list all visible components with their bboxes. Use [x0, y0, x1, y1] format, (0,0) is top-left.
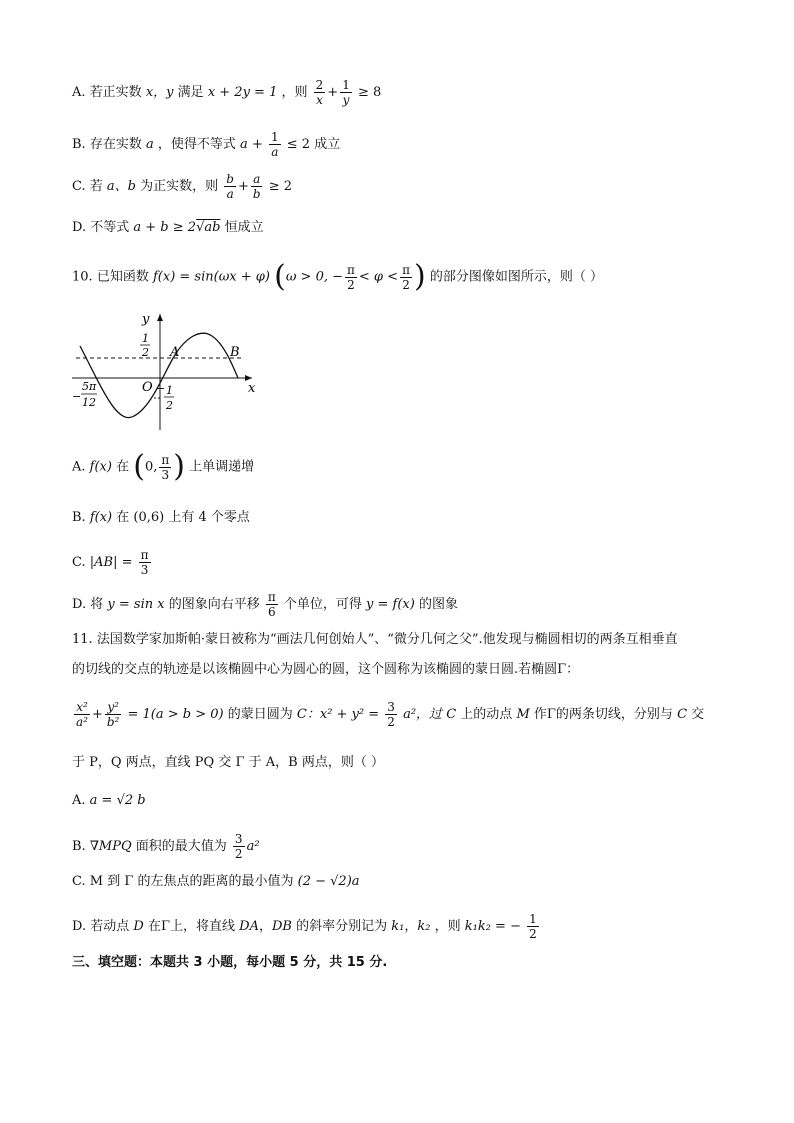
math: x + 2y = 1: [207, 85, 278, 100]
option-b: B. 存在实数 a ，使得不等式 a + $\frac{1}{a}$ ≤ 2 成立: [72, 130, 341, 159]
q11-option-c: [72, 874, 360, 890]
neg-5pi-num: 5π: [82, 380, 97, 393]
text: 若动点: [90, 919, 130, 934]
text: 的部分图像如图所示，则（ ）: [429, 269, 603, 285]
text: 在: [116, 459, 130, 475]
q11-option-a: [72, 793, 146, 809]
text: 上单调递增: [189, 459, 255, 475]
math: C：x² + y² =: [296, 707, 380, 722]
math: |AB| =: [89, 555, 133, 570]
y-axis-arrow: [157, 314, 163, 321]
text: 法国数学家加斯帕·蒙日被称为“画法几何创始人”、“微分几何之父”.他发现与椭圆相切的两条互相垂直: [96, 632, 678, 647]
math: C: [677, 707, 688, 722]
option-label: A.: [72, 85, 86, 100]
fraction: $\frac{\pi}{2}$: [347, 262, 355, 292]
q11-option-b: B. ∇MPQ 面积的最大值为 $\frac{3}{2}$ a²: [72, 832, 260, 861]
fraction: $\frac{3}{2}$: [234, 832, 243, 861]
question-11: [72, 632, 678, 648]
math: f(x) = sin(ωx + φ): [152, 269, 270, 285]
math: (2 − √2)a: [297, 874, 360, 889]
q10-option-d: [72, 590, 458, 619]
section-3-heading: 三、填空题：本题共 3 小题，每小题 5 分，共 15 分.: [72, 955, 388, 970]
q11-option-d: D. 若动点 D 在Γ上，将直线 DA，DB 的斜率分别记为 k₁，k₂ ，则 k₁k₂ = − $\frac{1}{2}$: [72, 912, 537, 941]
text: 作Γ的两条切线，分别与: [533, 707, 673, 722]
x-label: x: [248, 381, 256, 396]
math: x，y: [145, 85, 174, 100]
text: 的蒙日圆为: [227, 707, 293, 722]
math: ≥ 2: [268, 179, 293, 194]
neg-half-num: 1: [166, 384, 173, 397]
fraction: $\frac{\text{y²}}{\text{b²}}$: [106, 700, 120, 729]
text: 的图象向右平移: [168, 597, 260, 612]
q11-line2: [72, 662, 579, 678]
text: 成立: [314, 137, 341, 152]
text: 若: [89, 179, 103, 194]
half-den: 2: [142, 346, 149, 359]
text: 于 P，Q 两点，直线 PQ 交 Γ 于 A，B 两点，则（ ）: [72, 755, 384, 770]
fraction: $\frac{1}{y}$: [342, 78, 350, 107]
option-label: B.: [72, 839, 86, 854]
option-label: D.: [72, 919, 87, 934]
option-label: B.: [72, 137, 86, 152]
fraction: $\frac{a}{b}$: [252, 172, 261, 201]
text: 在: [116, 510, 130, 525]
fraction: $\frac{\pi}{3}$: [161, 452, 170, 482]
question-number: 11.: [72, 632, 93, 647]
y-label: y: [142, 312, 150, 327]
svg-text:−: −: [156, 382, 166, 395]
text: 的切线的交点的轨迹是以该椭圆中心为圆心的圆，这个圆称为该椭圆的蒙日圆.若椭圆Γ：: [72, 662, 580, 677]
option-label: A.: [72, 459, 86, 475]
fraction: $\frac{3}{2}$: [387, 700, 395, 729]
q11-line4: [72, 755, 384, 771]
question-10: 10. 已知函数 f(x) = sin(ωx + φ) (ω > 0, − $\frac{\pi}{2}$ < φ < $\frac{\pi}{2}$ ) 的部分图像如图所示，则（ ）: [72, 259, 603, 294]
math: y = f(x): [366, 597, 415, 612]
text: 的斜率分别记为: [296, 919, 388, 934]
math: a: [145, 137, 154, 152]
math: f(x): [89, 459, 112, 475]
option-label: C.: [72, 555, 86, 570]
math: ∇MPQ: [89, 839, 132, 854]
neg-5pi-den: 12: [82, 396, 96, 409]
text: ，则: [281, 85, 308, 100]
text: 将: [90, 597, 104, 612]
text: 上有 4 个零点: [168, 510, 250, 525]
option-label: D.: [72, 220, 87, 235]
fraction: $\frac{b}{a}$: [226, 172, 234, 201]
fraction: $\frac{2}{x}$: [315, 78, 324, 107]
text: 若正实数: [89, 85, 142, 100]
option-a: A. 若正实数 x，y 满足 x + 2y = 1 ，则 $\frac{2}{x}$ + $\frac{1}{y}$ ≥ 8: [72, 78, 382, 107]
math: (0,6): [133, 510, 165, 525]
text: 恒成立: [224, 220, 264, 235]
math: M: [516, 707, 530, 722]
fraction: $\frac{1}{a}$: [270, 130, 279, 159]
fraction: $\frac{1}{2}$: [529, 912, 537, 941]
math: ω > 0, −: [285, 269, 344, 285]
point-a-label: A: [170, 345, 180, 360]
q10-option-a: A. f(x) 在 (0, $\frac{\pi}{3}$ ) 上单调递增: [72, 449, 255, 484]
origin-label: O: [142, 380, 153, 395]
math: ≤ 2: [286, 137, 311, 152]
text: 不等式: [90, 220, 130, 235]
fraction: $\frac{\pi}{6}$: [267, 590, 276, 619]
text: 已知函数: [96, 269, 149, 285]
text: ，则: [434, 919, 461, 934]
q11-line3: $\frac{\text{x²}}{\text{a²}}$ + $\frac{\text{y²}}{\text{b²}}$ = 1(a > b > 0) 的蒙日圆为 C：x² + y² = $\frac{3}{2}$ a²，过 C 上的动点 M 作Γ的两条切线，分别与 C 交: [76, 700, 705, 729]
option-label: B.: [72, 510, 86, 525]
text: 个单位，可得: [283, 597, 362, 612]
math: a + b ≥ 2: [133, 220, 197, 235]
fraction: $\frac{\pi}{3}$: [140, 548, 149, 577]
math: ≥ 8: [357, 85, 382, 100]
math: y = sin x: [107, 597, 165, 612]
q10-option-c: [72, 548, 153, 577]
option-d: D. 不等式 a + b ≥ 2√ab 恒成立: [72, 220, 264, 235]
option-label: D.: [72, 597, 87, 612]
option-label: C.: [72, 179, 86, 194]
text: 存在实数: [89, 137, 142, 152]
math: = 1(a > b > 0): [127, 707, 224, 722]
option-c: C. 若 a、b 为正实数，则 $\frac{b}{a}$ + $\frac{a}{b}$ ≥ 2: [72, 172, 293, 201]
svg-text:−: −: [72, 390, 82, 403]
text: 为正实数，则: [140, 179, 219, 194]
point-b-label: B: [230, 345, 240, 360]
math: a = √2 b: [89, 793, 146, 808]
option-label: C.: [72, 874, 86, 889]
math: a²，过: [403, 707, 443, 722]
text: M 到 Γ 的左焦点的距离的最小值为: [89, 874, 294, 889]
text: 在Γ上，将直线: [147, 919, 235, 934]
math: f(x): [89, 510, 113, 525]
text: 面积的最大值为: [135, 839, 227, 854]
half-num: 1: [142, 332, 149, 345]
math: C: [446, 707, 457, 722]
text: 的图象: [418, 597, 458, 612]
text: ，使得不等式: [157, 137, 236, 152]
text: 满足: [177, 85, 204, 100]
question-number: 10.: [72, 269, 93, 285]
fraction: $\frac{\pi}{2}$: [402, 262, 410, 292]
math: k₁k₂ = −: [464, 919, 521, 934]
text: 交: [691, 707, 705, 722]
option-label: A.: [72, 793, 86, 808]
sine-curve: [80, 333, 238, 417]
function-graph: [72, 308, 262, 438]
math: a、b: [106, 179, 136, 194]
q10-option-b: [72, 510, 250, 526]
neg-half-den: 2: [166, 399, 173, 412]
fraction: $\frac{\text{x²}}{\text{a²}}$: [76, 700, 88, 729]
text: 上的动点: [460, 707, 513, 722]
